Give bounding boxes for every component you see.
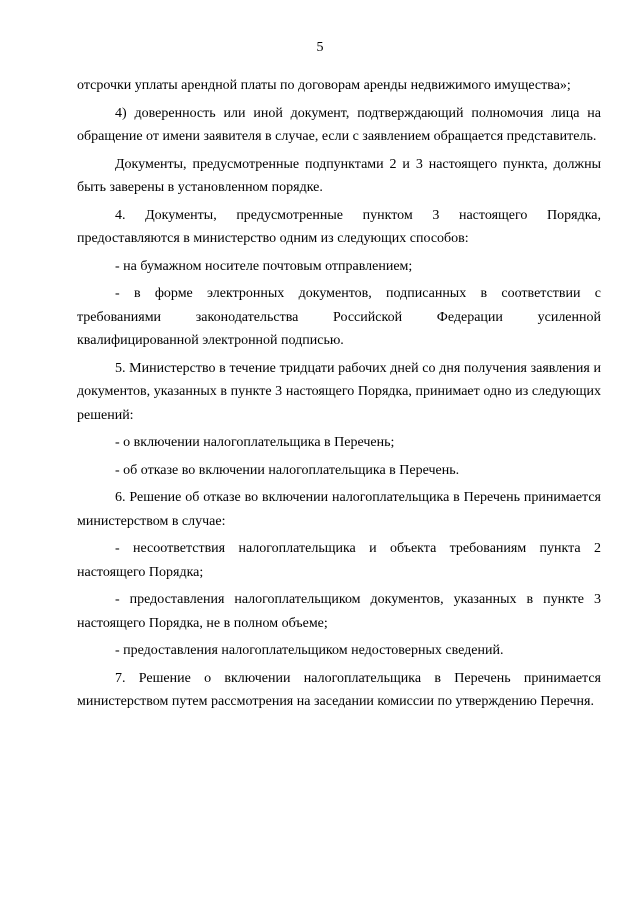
list-item-inclusion: - о включении налогоплательщика в Перечень; — [115, 435, 395, 450]
paragraph-documents-certification: Документы, предусмотренные подпунктами 2 и 3 настоящего пункта, должны быть заверены в установленном порядке. — [77, 156, 601, 195]
paragraph-section-7: 7. Решение о включении налогоплательщика в Перечень принимается министерством путем рассмотрения на заседании комиссии по утверждению Перечня. — [77, 670, 601, 709]
list-item-paper-mail: - на бумажном носителе почтовым отправлением; — [115, 258, 413, 274]
list-item-nonconformity: - несоответствия налогоплательщика и объекта требованиям пункта 2 настоящего Порядка; — [77, 541, 601, 580]
paragraph-section-6: 6. Решение об отказе во включении налогоплательщика в Перечень принимается министерством в случае: — [77, 490, 601, 529]
list-item-false-information: - предоставления налогоплательщиком недостоверных сведений. — [115, 643, 504, 658]
paragraph-section-5: 5. Министерство в течение тридцати рабочих дней со дня получения заявления и документов, указанных в пункте 3 настоящего Порядка, принимает одно из следующих решений: — [77, 360, 601, 423]
paragraph-continuation: отсрочки уплаты арендной платы по договорам аренды недвижимого имущества»; — [77, 78, 571, 93]
page-number: 5 — [316, 40, 324, 55]
list-item-refusal: - об отказе во включении налогоплательщика в Перечень. — [115, 462, 460, 478]
list-item-incomplete-documents: - предоставления налогоплательщиком документов, указанных в пункте 3 настоящего Порядка, не в полном объеме; — [77, 592, 601, 631]
document-body — [77, 74, 601, 718]
paragraph-item-4-power-of-attorney: 4) доверенность или иной документ, подтверждающий полномочия лица на обращение от имени заявителя в случае, если с заявлением обращается представитель. — [77, 105, 601, 144]
list-item-electronic-documents: - в форме электронных документов, подписанных в соответствии с требованиями законодательства Российской Федерации усиленной квалифицированной электронной подписью. — [77, 286, 601, 348]
paragraph-section-4: 4. Документы, предусмотренные пунктом 3 настоящего Порядка, предоставляются в министерство одним из следующих способов: — [77, 207, 601, 246]
